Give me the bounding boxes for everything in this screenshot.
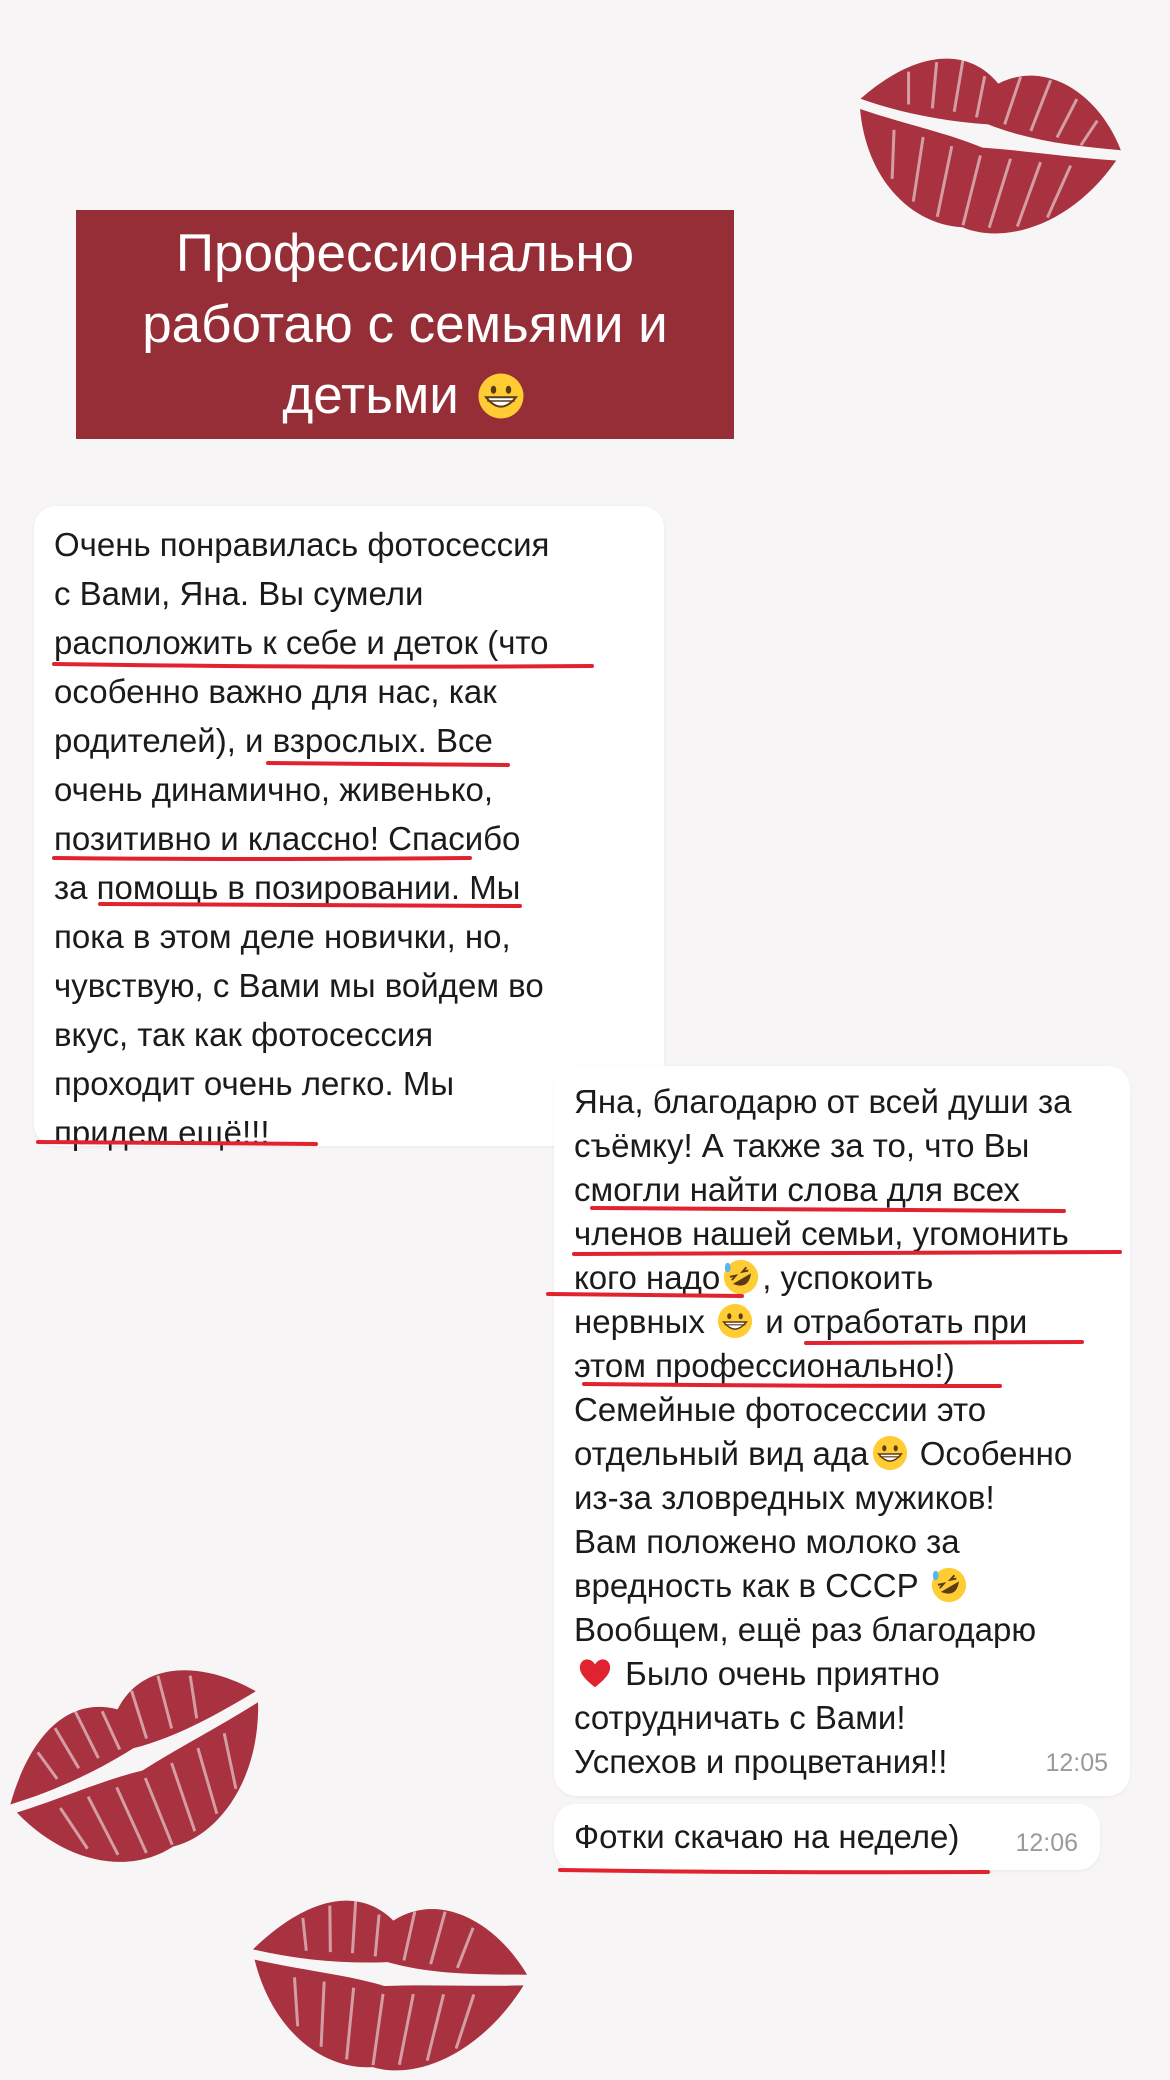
title-line-text: детьми <box>282 366 459 425</box>
message-line: Вообщем, ещё раз благодарю <box>574 1611 1037 1648</box>
underline-mark <box>38 1142 316 1144</box>
underline-mark <box>268 763 508 765</box>
message-timestamp: 12:06 <box>1015 1829 1078 1857</box>
message-line: Яна, благодарю от всей души за <box>574 1083 1072 1120</box>
message-line: съёмку! А также за то, что Вы <box>574 1127 1030 1164</box>
underline-mark <box>584 1384 1000 1386</box>
message-line: родителей), и взрослых. Все <box>54 722 493 759</box>
message-line: очень динамично, живенько, <box>54 771 494 808</box>
message-line: этом профессионально!) <box>574 1347 955 1384</box>
message-line: позитивно и классно! Спасибо <box>54 820 521 857</box>
message-fragment: нервных <box>574 1303 705 1340</box>
underline-mark <box>100 904 520 906</box>
message-line: чувствую, с Вами мы войдем во <box>54 967 544 1004</box>
message-fragment: Особенно <box>919 1435 1073 1472</box>
message-fragment: отдельный вид ада <box>574 1435 869 1472</box>
underline-mark <box>560 1870 988 1872</box>
underline-mark <box>592 1208 1064 1211</box>
message-line: Вам положено молоко за <box>574 1523 960 1560</box>
underline-mark <box>806 1342 1082 1343</box>
message-fragment: кого надо <box>574 1259 721 1296</box>
message-line: пока в этом деле новички, но, <box>54 918 511 955</box>
message-line: за помощь в позировании. Мы <box>54 869 521 906</box>
underline-mark <box>574 1252 1120 1254</box>
message-line: Очень понравилась фотосессия <box>54 526 550 563</box>
message-line: расположить к себе и деток (что <box>54 624 549 661</box>
title-line: Профессионально <box>175 224 635 283</box>
message-line: сотрудничать с Вами! <box>574 1699 906 1736</box>
message-text: Фотки скачаю на неделе) <box>574 1818 960 1855</box>
message-line: проходит очень легко. Мы <box>54 1065 455 1102</box>
message-fragment: вредность как в СССР <box>574 1567 919 1604</box>
message-line: смогли найти слова для всех <box>574 1171 1020 1208</box>
underline-mark <box>548 1294 742 1296</box>
message-line: членов нашей семьи, угомонить <box>574 1215 1069 1252</box>
message-line: Семейные фотосессии это <box>574 1391 987 1428</box>
message-timestamp: 12:05 <box>1045 1749 1108 1777</box>
title-line: работаю с семьями и <box>142 295 668 354</box>
message-line: Успехов и процветания!! <box>574 1743 948 1780</box>
message-fragment: и отработать при <box>765 1303 1028 1340</box>
message-line: вкус, так как фотосессия <box>54 1016 434 1053</box>
message-fragment: Было очень приятно <box>625 1655 940 1692</box>
message-line: с Вами, Яна. Вы сумели <box>54 575 424 612</box>
underline-mark <box>54 858 470 859</box>
underline-mark <box>54 664 592 667</box>
message-line: придем ещё!!! <box>54 1114 270 1151</box>
message-fragment: , успокоить <box>762 1259 934 1296</box>
message-line: особенно важно для нас, как <box>54 673 497 710</box>
message-line: из-за зловредных мужиков! <box>574 1479 995 1516</box>
